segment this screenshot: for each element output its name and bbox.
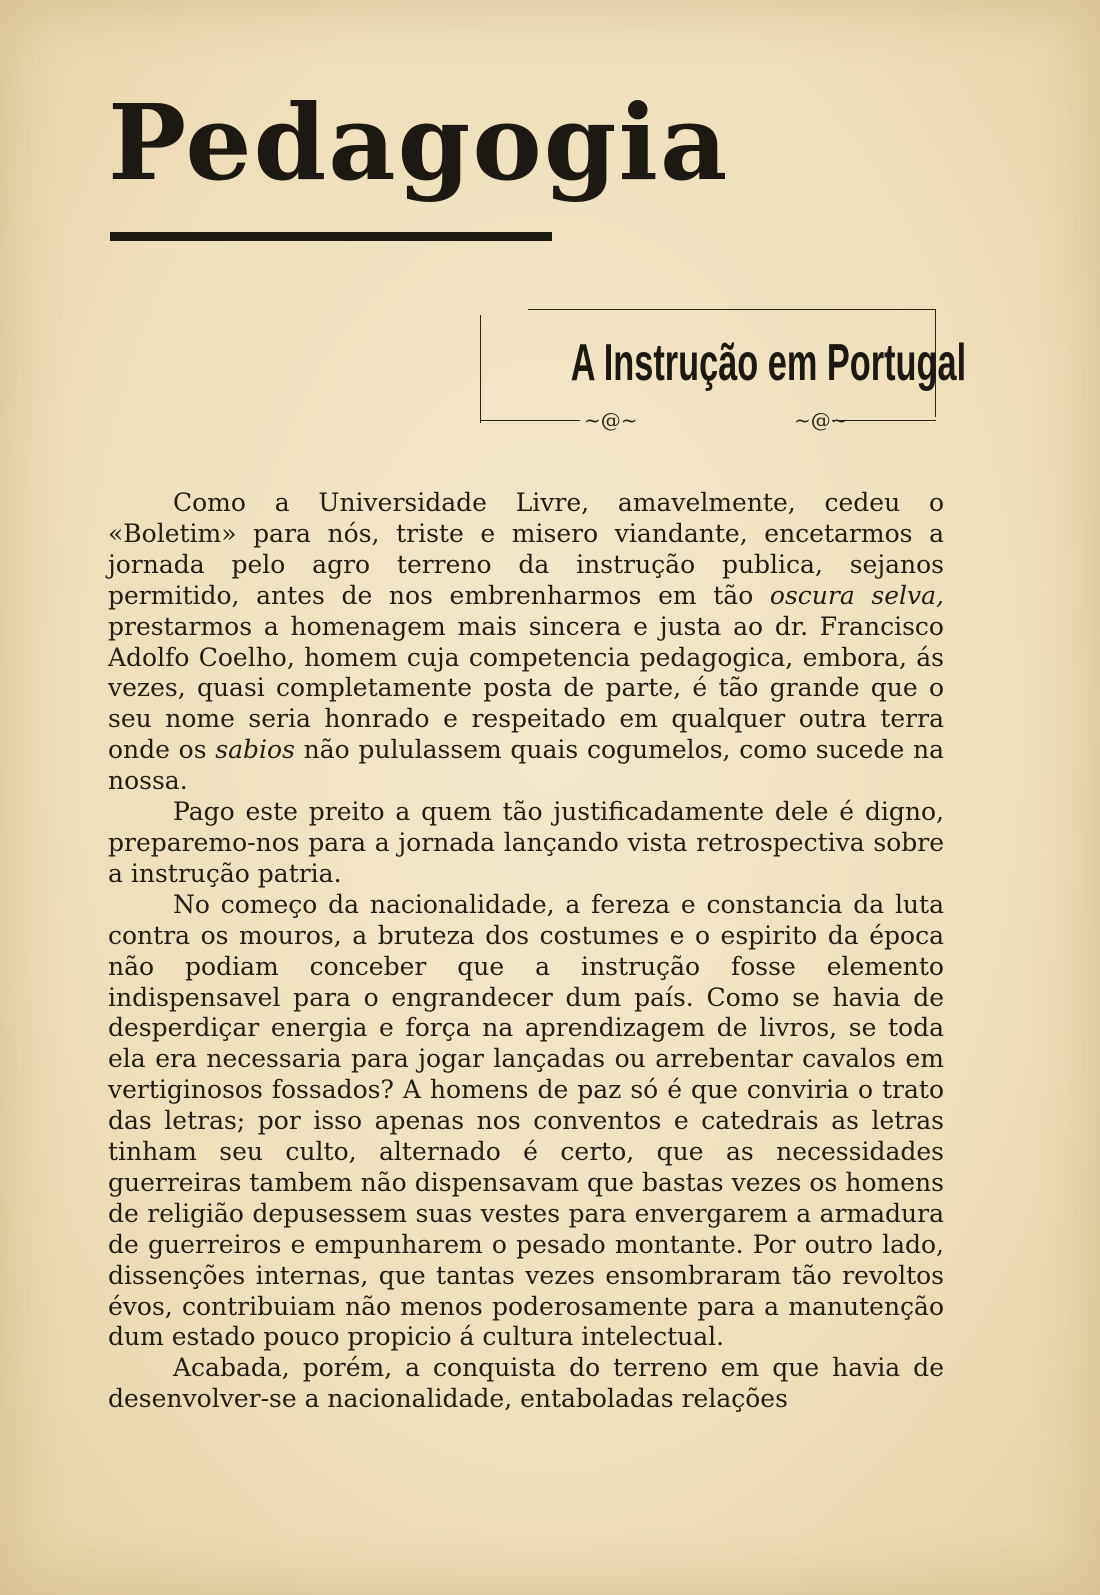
text-run: No começo da nacionalidade, a fereza e constancia da luta contra os mouros, a bruteza dos costumes e o espirito da época não podiam conceber que a instrução fosse elemento indispensavel para o engrandecer dum país. Como se havia de desperdiçar energia e força na aprendizagem de livros, se toda ela era necessaria para jogar lançadas ou arrebentar cavalos em vertiginosos fossados? A homens de paz só é que conviria o trato das letras; por isso apenas nos conventos e catedrais as letras tinham seu culto, alternado é certo, que as necessidades guerreiras tambem não dispensavam que bastas vezes os homens de religião depusessem suas vestes para envergarem a armadura de guerreiros e empunharem o pesado montante. Por outro lado, dissenções internas, que tantas vezes ensombraram tão revoltos évos, contribuiam não menos poderosamente para a manutenção dum estado pouco propicio á cultura intelectual.	[108, 889, 944, 1352]
section-title: Pedagogia	[108, 81, 730, 204]
frame-bottom-left-rule	[480, 420, 580, 421]
paragraph	[108, 797, 944, 890]
article-title-frame	[480, 309, 967, 432]
scroll-ornament-icon: ~@~	[584, 408, 638, 432]
paragraph	[108, 488, 944, 797]
paragraph	[108, 890, 944, 1354]
article-body	[108, 488, 944, 1415]
text-run: Acabada, porém, a conquista do terreno em que havia de desenvolver-se a nacionalidade, entaboladas relações	[108, 1353, 944, 1414]
text-run: prestarmos a homenagem mais sincera e justa ao dr. Francisco Adolfo Coelho, homem cuja competencia pedagogica, embora, ás vezes, quasi completamente posta de parte, é tão grande que o seu nome seria honrado e respeitado em qualquer outra terra onde os	[108, 611, 944, 765]
title-underline	[110, 232, 552, 241]
paragraph	[108, 1353, 944, 1415]
article-title: A Instrução em Portugal	[570, 334, 967, 392]
frame-left-rule	[480, 315, 481, 423]
frame-bottom-right-rule	[832, 420, 936, 421]
italic-text: sabios	[215, 735, 295, 765]
frame-top-rule	[528, 309, 936, 310]
scroll-ornament-icon: ~@~	[794, 408, 848, 432]
text-run: Pago este preito a quem tão justificadamente dele é digno, preparemo-nos para a jornada lançando vista retrospectiva sobre a instrução patria.	[108, 797, 944, 888]
italic-text: oscura selva,	[769, 580, 944, 610]
text-run: Como a Universidade Livre, amavelmente, cedeu o «Boletim» para nós, triste e misero viandante, encetarmos a jornada pelo agro terreno da instrução publica, sejanos permitido, antes de nos embrenharmos em tão	[108, 488, 944, 610]
text-run: não pululassem quais cogumelos, como sucede na nossa.	[108, 735, 944, 796]
